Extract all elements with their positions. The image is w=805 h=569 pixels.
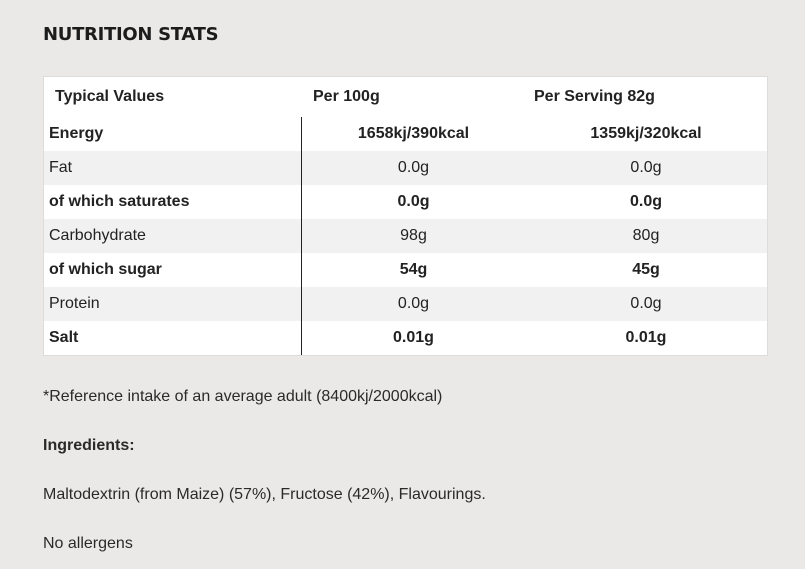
header-typical-values: Typical Values — [55, 88, 165, 105]
row-label: of which saturates — [49, 193, 190, 210]
row-per-serving: 1359kj/320kcal — [590, 125, 702, 142]
ingredients-list: Maltodextrin (from Maize) (57%), Fructose (42%), Flavourings. — [43, 486, 486, 503]
row-per-100g: 0.0g — [397, 159, 430, 176]
row-per-serving: 0.0g — [629, 193, 662, 210]
row-per-serving: 0.0g — [630, 159, 662, 176]
reference-intake-note: *Reference intake of an average adult (8400kj/2000kcal) — [43, 388, 443, 405]
table-row — [44, 321, 767, 355]
row-per-serving: 80g — [632, 227, 660, 244]
table-row — [44, 117, 767, 151]
row-label: of which sugar — [49, 261, 162, 278]
table-row — [44, 287, 767, 321]
table-row — [44, 185, 767, 219]
header-per-100g: Per 100g — [313, 88, 380, 105]
table-row — [44, 151, 767, 185]
row-per-100g: 98g — [400, 227, 427, 244]
row-per-serving: 0.01g — [625, 329, 667, 346]
row-per-100g: 54g — [399, 261, 428, 278]
nutrition-table — [43, 76, 768, 356]
row-label: Carbohydrate — [49, 227, 146, 244]
row-per-serving: 0.0g — [630, 295, 662, 312]
column-divider — [301, 117, 302, 355]
table-header-row — [44, 77, 767, 117]
row-per-100g: 1658kj/390kcal — [357, 125, 470, 142]
ingredients-heading: Ingredients: — [43, 437, 135, 454]
row-per-100g: 0.0g — [397, 193, 430, 210]
header-per-serving: Per Serving 82g — [534, 88, 655, 105]
row-per-100g: 0.01g — [393, 329, 434, 346]
row-label: Protein — [49, 295, 100, 312]
table-row — [44, 219, 767, 253]
row-per-serving: 45g — [632, 261, 660, 278]
row-per-100g: 0.0g — [397, 295, 430, 312]
row-label: Fat — [49, 159, 73, 176]
row-label: Energy — [49, 125, 104, 142]
allergens-note: No allergens — [43, 535, 133, 552]
table-row — [44, 253, 767, 287]
row-label: Salt — [49, 329, 79, 346]
page-title: NUTRITION STATS — [43, 24, 219, 45]
